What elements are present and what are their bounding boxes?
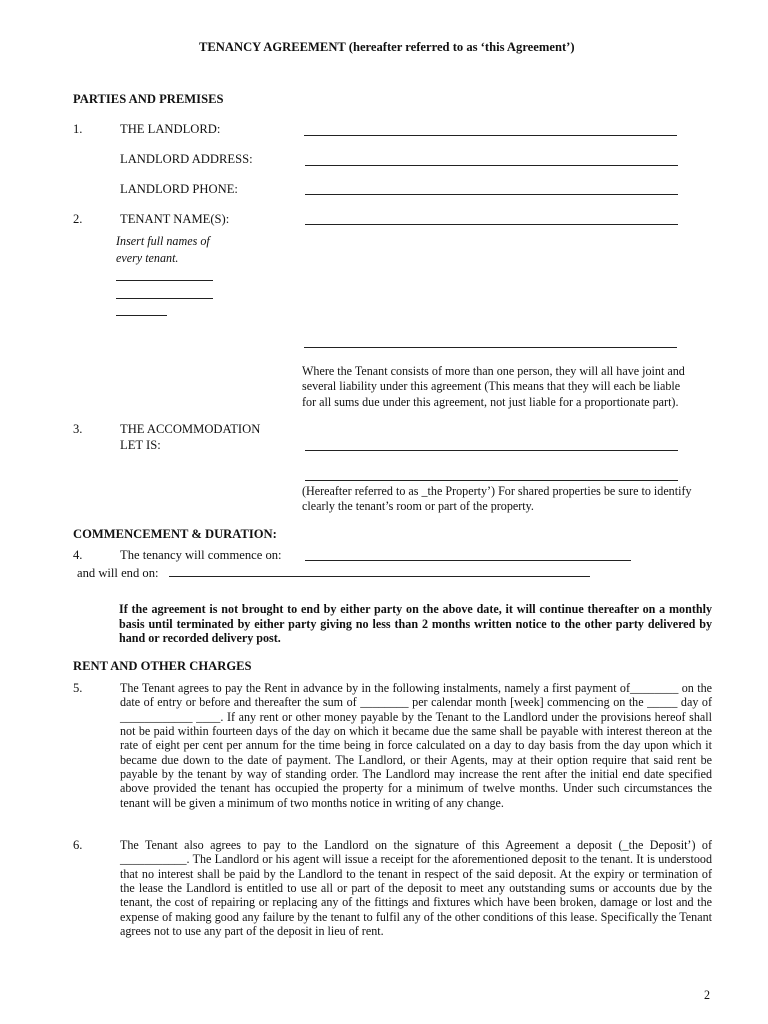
section-heading-parties: PARTIES AND PREMISES [73,92,224,106]
rent-clause-paragraph: The Tenant agrees to pay the Rent in advance by in the following instalments, namely a first payment of________ on the date of entry or before and thereafter the sum of ________ per calendar month [week] commencing on the _____ day of ____________ ____. If any rent or other money payable by the Tenant to the Landlord under the provisions hereof shall not be paid within fourteen days of the day on which it became due the same shall be payable with interest thereon at the rate of eight per cent per annum for the time being in force calculated on a day to day basis from the day upon which it became due down to the date of payment. The Landlord, or their Agents, may at their option require that said rent be payable by the tenant by way of standing order. The Landlord may increase the rent after the initial end date specified above provided the tenant has occupied the property for a minimum of twelve months. Under such circumstances the tenant will be given a minimum of two months notice in writing of any change. [120,681,712,810]
commence-label: The tenancy will commence on: [120,548,282,562]
item-number: 5. [73,681,83,695]
landlord-address-label: LANDLORD ADDRESS: [120,152,253,166]
accommodation-field[interactable] [305,480,678,481]
landlord-phone-label: LANDLORD PHONE: [120,182,238,196]
tenant-note-line2: every tenant. [116,251,179,265]
property-note-line: (Hereafter referred to as _the Property’) For shared properties be sure to identify [302,484,692,498]
property-note-line: clearly the tenant’s room or part of the property. [302,499,534,514]
item-number: 4. [73,548,83,562]
deposit-clause-paragraph: The Tenant also agrees to pay to the Landlord on the signature of this Agreement a deposit (_the Deposit’) of ___________. The Landlord or his agent will issue a receipt for the aforementioned deposit to the tenant. It is understood that no interest shall be paid by the Landlord to the tenant in respect of the said deposit. At the expiry or termination of the lease the Landlord is entitled to use all or part of the deposit to meet any outstanding sums or accounts due by the tenant, the cost of repairing or replacing any of the fittings and fixtures which have been broken, damage or lost and the expense of making good any failure by the tenant to fulfil any of the other conditions of this lease. Specifically the Tenant agrees not to use any part of the deposit in lieu of rent. [120,838,712,939]
joint-liability-line: for all sums due under this agreement, not just liable for a proportionate part). [302,394,679,409]
property-note [302,484,692,515]
end-label: and will end on: [77,566,159,580]
document-title: TENANCY AGREEMENT (hereafter referred to as ‘this Agreement’) [199,40,575,54]
item-number: 2. [73,212,83,226]
landlord-name-field[interactable] [304,135,677,136]
item-number: 1. [73,122,83,136]
tenant-name-blank[interactable] [116,280,213,281]
section-heading-commencement: COMMENCEMENT & DURATION: [73,527,277,541]
tenant-name-field[interactable] [304,347,677,348]
accommodation-label-line2: LET IS: [120,438,161,452]
tenant-names-label: TENANT NAME(S): [120,212,230,226]
tenant-name-blank[interactable] [116,298,213,299]
tenant-name-blank[interactable] [116,315,167,316]
accommodation-label-line1: THE ACCOMMODATION [120,422,261,436]
end-date-field[interactable] [169,576,590,577]
page-number: 2 [704,988,711,1002]
joint-liability-note [302,364,685,410]
tenant-note-line1: Insert full names of [116,234,210,248]
section-heading-rent: RENT AND OTHER CHARGES [73,659,252,673]
joint-liability-line: several liability under this agreement (This means that they will each be liable [302,379,681,394]
item-number: 3. [73,422,83,436]
joint-liability-line: Where the Tenant consists of more than one person, they will all have joint and [302,364,685,378]
tenant-name-field[interactable] [305,224,678,225]
item-number: 6. [73,838,83,852]
continuation-paragraph: If the agreement is not brought to end by either party on the above date, it will continue thereafter on a monthly basis until terminated by either party giving no less than 2 months written notice to the other party delivered by hand or recorded delivery post. [119,602,712,646]
accommodation-field[interactable] [305,450,678,451]
landlord-phone-field[interactable] [305,194,678,195]
landlord-address-field[interactable] [305,165,678,166]
landlord-label: THE LANDLORD: [120,122,221,136]
commence-date-field[interactable] [305,560,631,561]
